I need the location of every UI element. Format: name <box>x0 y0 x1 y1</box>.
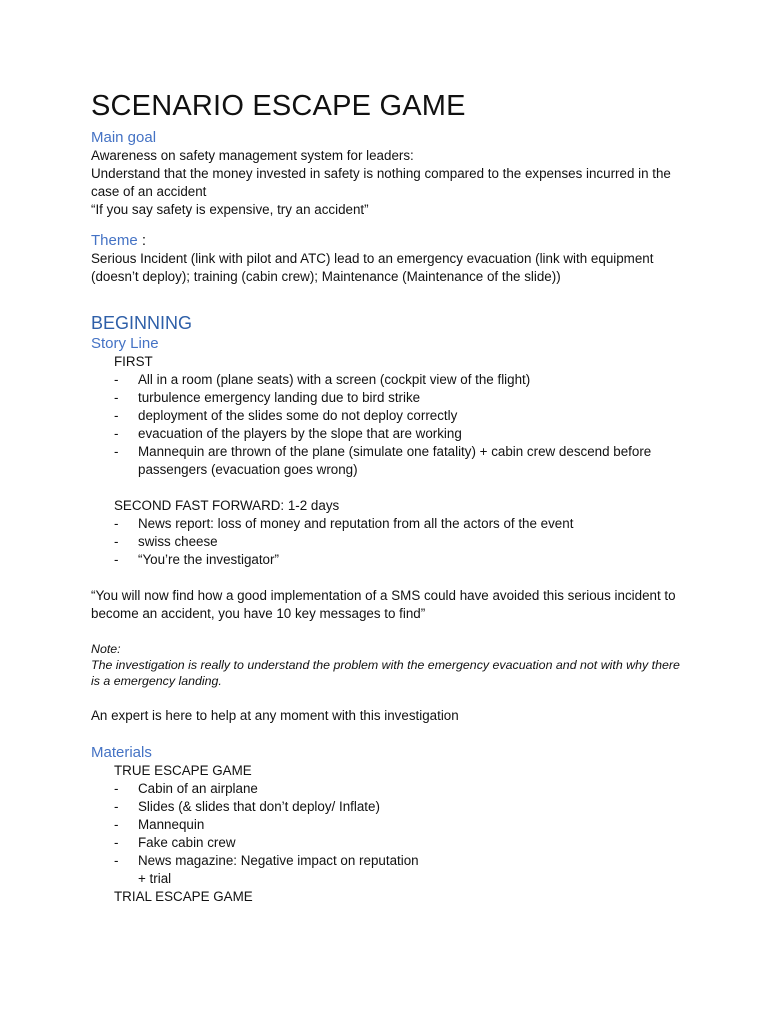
dash-bullet: - <box>114 408 119 423</box>
list-item <box>114 371 691 389</box>
list-item <box>114 533 691 551</box>
list-item-text: Fake cabin crew <box>138 835 236 850</box>
first-label: FIRST <box>114 354 153 369</box>
list-item-text: Mannequin are thrown of the plane (simulate one fatality) + cabin crew descend before passengers (evacuation goes wrong) <box>138 444 652 477</box>
list-item-text: “You’re the investigator” <box>138 552 279 567</box>
note-text: The investigation is really to understand the problem with the emergency evacuation and not with why there is a emergency landing. <box>91 658 680 688</box>
list-item-text: swiss cheese <box>138 534 218 549</box>
materials-list <box>91 780 691 888</box>
dash-bullet: - <box>114 552 119 567</box>
key-messages-quote: “You will now find how a good implementation of a SMS could have avoided this serious incident to become an accident, you have 10 key messages to find” <box>91 588 676 621</box>
theme-text: Serious Incident (link with pilot and ATC) lead to an emergency evacuation (link with equipment (doesn’t deploy); training (cabin crew); Maintenance (Maintenance of the slide)) <box>91 251 654 284</box>
document-page <box>91 88 691 906</box>
dash-bullet: - <box>114 781 119 796</box>
true-escape-label: TRUE ESCAPE GAME <box>114 763 252 778</box>
list-item <box>114 551 691 569</box>
list-item-continuation: + trial <box>138 871 172 886</box>
list-item-text: Cabin of an airplane <box>138 781 258 796</box>
dash-bullet: - <box>114 853 119 868</box>
list-item <box>114 834 691 852</box>
list-item <box>114 407 691 425</box>
expert-text: An expert is here to help at any moment with this investigation <box>91 708 459 723</box>
dash-bullet: - <box>114 799 119 814</box>
dash-bullet: - <box>114 817 119 832</box>
list-item <box>114 780 691 798</box>
list-item-text: evacuation of the players by the slope that are working <box>138 426 462 441</box>
list-item <box>114 389 691 407</box>
document-title: SCENARIO ESCAPE GAME <box>91 90 466 122</box>
dash-bullet: - <box>114 372 119 387</box>
dash-bullet: - <box>114 835 119 850</box>
list-item-text: Mannequin <box>138 817 205 832</box>
note-label: Note: <box>91 642 121 656</box>
main-goal-line: Awareness on safety management system for leaders: <box>91 148 414 163</box>
list-item <box>114 515 691 533</box>
list-item-text: All in a room (plane seats) with a screen (cockpit view of the flight) <box>138 372 531 387</box>
list-item-text: turbulence emergency landing due to bird strike <box>138 390 421 405</box>
main-goal-line: Understand that the money invested in safety is nothing compared to the expenses incurred in the case of an accident <box>91 166 671 199</box>
dash-bullet: - <box>114 534 119 549</box>
list-item-text: News report: loss of money and reputation from all the actors of the event <box>138 516 574 531</box>
theme-heading-row <box>91 231 691 250</box>
list-item <box>114 443 691 479</box>
list-item <box>114 798 691 816</box>
second-label: SECOND FAST FORWARD: 1-2 days <box>114 498 340 513</box>
trial-escape-label: TRIAL ESCAPE GAME <box>114 889 253 904</box>
theme-heading: Theme <box>91 232 138 249</box>
theme-colon: : <box>137 232 147 249</box>
list-item-text: Slides (& slides that don’t deploy/ Inflate) <box>138 799 380 814</box>
dash-bullet: - <box>114 444 119 459</box>
list-item-text: News magazine: Negative impact on reputation <box>138 853 419 868</box>
list-item <box>114 425 691 443</box>
dash-bullet: - <box>114 426 119 441</box>
dash-bullet: - <box>114 390 119 405</box>
list-item-text: deployment of the slides some do not deploy correctly <box>138 408 458 423</box>
second-list <box>91 515 691 569</box>
main-goal-quote: “If you say safety is expensive, try an accident” <box>91 202 369 217</box>
beginning-heading: BEGINNING <box>91 313 193 333</box>
dash-bullet: - <box>114 516 119 531</box>
list-item <box>114 816 691 834</box>
list-item <box>114 852 691 888</box>
materials-heading: Materials <box>91 744 152 761</box>
main-goal-heading: Main goal <box>91 129 157 146</box>
story-line-heading: Story Line <box>91 335 159 352</box>
first-list <box>91 371 691 479</box>
